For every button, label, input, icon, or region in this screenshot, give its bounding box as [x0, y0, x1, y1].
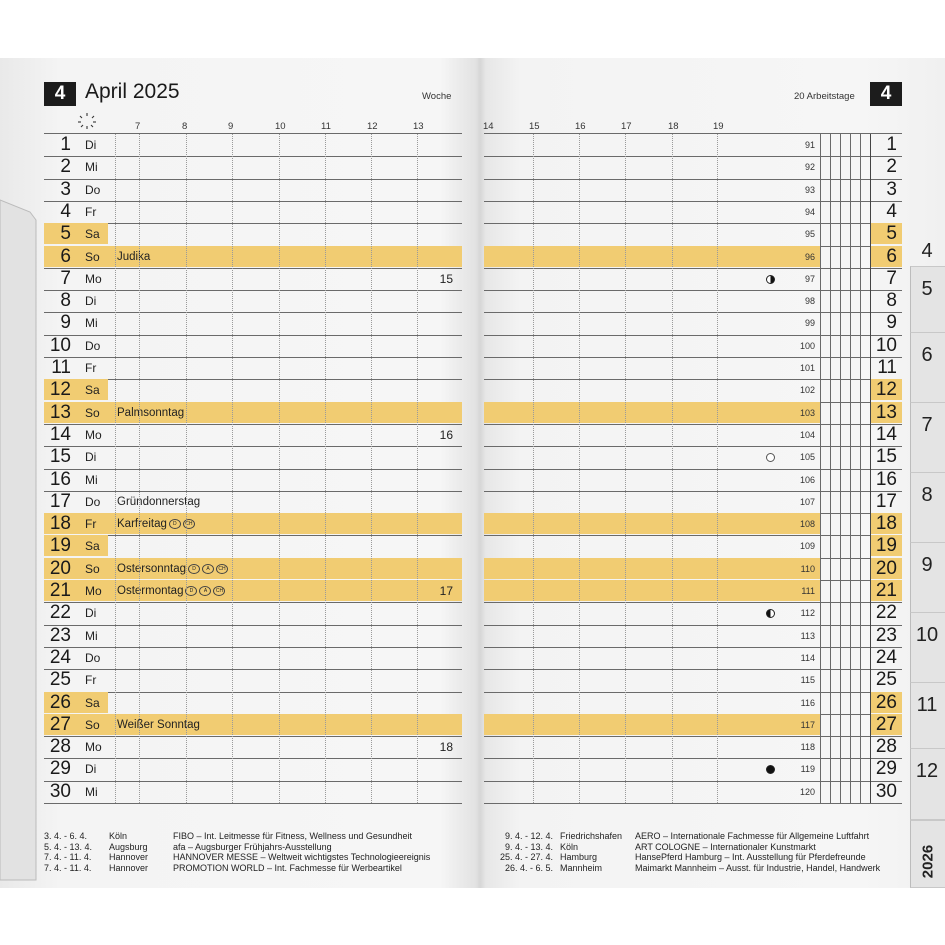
- day-of-year: 92: [804, 162, 815, 173]
- tick-column-line: [820, 134, 821, 803]
- tick-column-line: [840, 134, 841, 803]
- weekday-label: Fr: [85, 361, 97, 375]
- day-number-left: 21: [49, 580, 71, 601]
- hour-label: 17: [621, 121, 632, 132]
- weekday-label: Mo: [85, 584, 102, 598]
- tick-column-line: [870, 134, 871, 803]
- day-of-year: 101: [799, 363, 815, 373]
- day-of-year: 108: [799, 519, 815, 530]
- event-dates: 25. 4. - 27. 4.: [499, 852, 553, 862]
- day-number-left: 25: [49, 669, 71, 691]
- hour-gridline: [371, 134, 372, 803]
- month-tab-label: 4: [921, 240, 933, 262]
- day-row: [0, 357, 945, 379]
- calendar-week-number: 15: [439, 271, 453, 286]
- day-of-year: 119: [800, 764, 815, 775]
- day-row: [0, 312, 945, 334]
- day-number-left: 9: [60, 312, 71, 334]
- hour-gridline: [533, 134, 534, 803]
- day-of-year: 102: [799, 385, 815, 396]
- event-description: AERO – Internationale Fachmesse für Allgemeine Luftfahrt: [635, 831, 870, 841]
- day-row: [0, 424, 945, 446]
- weekday-label: Mi: [85, 628, 98, 643]
- day-number-right: 21: [875, 580, 897, 601]
- month-tab: [910, 748, 945, 820]
- day-row: [0, 491, 945, 513]
- hour-label: 15: [529, 121, 540, 132]
- day-number-right: 4: [886, 200, 897, 222]
- moon-phase-new-icon: [766, 765, 775, 774]
- weekday-label: Do: [85, 494, 101, 509]
- day-of-year: 98: [804, 296, 815, 307]
- region-mark: A: [199, 586, 211, 596]
- event-dates: 9. 4. - 12. 4.: [504, 831, 553, 841]
- day-of-year: 99: [804, 318, 815, 329]
- weekday-label: Fr: [85, 204, 97, 219]
- day-number-left: 20: [49, 557, 71, 579]
- day-row: [0, 335, 945, 357]
- region-mark: D: [188, 564, 200, 574]
- day-row: [0, 625, 945, 647]
- day-of-year: 117: [800, 719, 815, 730]
- day-row: [0, 134, 945, 156]
- day-number-right: 1: [886, 134, 897, 155]
- day-of-year: 110: [800, 563, 815, 574]
- day-number-left: 22: [49, 602, 71, 624]
- weekday-label: Di: [85, 762, 97, 777]
- event-description: HANNOVER MESSE – Weltweit wichtigstes Technologieereignis: [173, 852, 431, 862]
- month-number-box-right: 4: [870, 82, 902, 106]
- day-of-year: 107: [799, 496, 815, 507]
- day-number-right: 22: [875, 602, 897, 624]
- day-number-right: 9: [886, 312, 897, 334]
- day-number-left: 3: [60, 178, 71, 200]
- day-number-right: 15: [875, 446, 897, 468]
- day-of-year: 93: [804, 184, 815, 195]
- day-number-right: 12: [875, 379, 897, 401]
- hour-gridline: [717, 134, 718, 803]
- hour-label: 18: [668, 121, 679, 132]
- day-number-left: 17: [49, 490, 71, 512]
- highlight-band-left: [44, 558, 462, 579]
- hour-gridline: [115, 134, 116, 803]
- tick-column-line: [860, 134, 861, 803]
- highlight-band-left: [44, 402, 462, 423]
- month-tab: [910, 472, 945, 544]
- event-dates: 26. 4. - 6. 5.: [504, 862, 553, 873]
- day-row: [0, 201, 945, 223]
- month-tab-label: 8: [921, 484, 933, 506]
- month-tab: [910, 402, 945, 474]
- day-of-year: 115: [800, 675, 815, 686]
- day-number-left: 18: [49, 513, 71, 535]
- month-tab-label: 10: [915, 624, 939, 646]
- holiday-label: Weißer Sonntag: [117, 718, 200, 731]
- weekday-label: Fr: [85, 673, 97, 688]
- day-of-year: 100: [799, 340, 815, 351]
- weekday-label: So: [85, 249, 100, 264]
- day-number-left: 28: [49, 736, 71, 758]
- weekday-label: Do: [85, 182, 101, 197]
- hour-gridline: [325, 134, 326, 803]
- region-mark: CH: [183, 519, 195, 529]
- day-number-left: 16: [49, 468, 71, 490]
- hour-gridline: [279, 134, 280, 803]
- day-of-year: 91: [804, 140, 815, 150]
- highlight-band-left: [44, 580, 462, 601]
- day-of-year: 104: [799, 429, 815, 440]
- region-mark: A: [202, 564, 214, 574]
- highlight-band-right: [484, 558, 820, 579]
- day-of-year: 116: [800, 697, 815, 708]
- event-city: Hannover: [109, 862, 149, 873]
- event-description: afa – Augsburger Frühjahrs-Ausstellung: [173, 841, 332, 852]
- highlight-band-right: [484, 580, 820, 601]
- day-of-year: 112: [800, 608, 815, 619]
- day-number-right: 18: [875, 513, 897, 535]
- calendar-week-number: 17: [439, 584, 453, 598]
- hour-label: 13: [413, 121, 424, 132]
- calendar-week-number: 16: [439, 427, 453, 442]
- event-city: Köln: [109, 831, 128, 841]
- day-number-left: 27: [49, 713, 71, 735]
- day-number-left: 8: [60, 290, 71, 312]
- hour-gridline: [579, 134, 580, 803]
- day-row: [0, 246, 945, 268]
- day-of-year: 111: [801, 586, 815, 596]
- day-number-left: 19: [49, 535, 71, 557]
- event-dates: 7. 4. - 11. 4.: [44, 852, 92, 862]
- day-row: [0, 736, 945, 758]
- month-title: April 2025: [85, 80, 180, 103]
- day-row: [0, 558, 945, 580]
- holiday-label: Karfreitag D CH: [117, 513, 195, 535]
- event-description: FIBO – Int. Leitmesse für Fitness, Wellness und Gesundheit: [173, 831, 412, 841]
- hour-gridline: [625, 134, 626, 803]
- weekday-label: So: [85, 405, 100, 420]
- month-tab-label: 9: [921, 554, 933, 576]
- day-row: [0, 692, 945, 714]
- day-of-year: 97: [804, 273, 815, 284]
- weekday-label: Sa: [85, 227, 100, 242]
- hour-label: 19: [713, 121, 724, 132]
- weekday-label: Di: [85, 606, 97, 621]
- event-dates: 9. 4. - 13. 4.: [504, 841, 553, 852]
- highlight-band-left: [44, 246, 462, 267]
- day-number-left: 14: [49, 423, 71, 445]
- day-number-right: 7: [886, 267, 897, 289]
- event-description: Maimarkt Mannheim – Ausst. für Industrie, Handel, Handwerk: [635, 862, 881, 873]
- hour-gridline: [139, 134, 140, 803]
- hour-label: 14: [483, 121, 494, 132]
- moon-phase-full-icon: [766, 453, 775, 462]
- day-number-right: 27: [875, 713, 897, 735]
- region-mark: D: [169, 519, 181, 529]
- day-number-left: 7: [60, 267, 71, 289]
- day-number-right: 16: [875, 468, 897, 490]
- moon-phase-last-quarter-icon: [766, 609, 775, 618]
- month-tab-label: 11: [916, 694, 938, 716]
- day-row: [0, 268, 945, 290]
- day-row: [0, 602, 945, 624]
- day-row: [0, 714, 945, 736]
- region-mark: CH: [216, 564, 228, 574]
- day-of-year: 94: [804, 206, 815, 217]
- weekday-label: Do: [85, 650, 101, 665]
- hour-label: 11: [321, 121, 331, 132]
- page-edge-tab: [0, 190, 40, 890]
- day-number-left: 10: [49, 334, 71, 356]
- day-row: [0, 781, 945, 803]
- month-tab: [910, 682, 945, 754]
- month-tab: [910, 266, 945, 338]
- day-number-right: 10: [875, 334, 897, 356]
- holiday-label: Gründonnerstag: [117, 495, 201, 508]
- hour-gridline: [672, 134, 673, 803]
- day-row: [0, 223, 945, 245]
- hour-label: 7: [135, 121, 141, 132]
- row-divider: [484, 803, 902, 804]
- month-tab-label: 7: [921, 414, 933, 436]
- day-number-right: 25: [875, 669, 897, 691]
- day-row: [0, 290, 945, 312]
- day-of-year: 105: [799, 452, 815, 463]
- day-number-right: 29: [875, 758, 897, 780]
- day-number-right: 8: [886, 290, 897, 312]
- week-column-label: Woche: [422, 91, 452, 102]
- weekday-label: Di: [85, 450, 97, 465]
- day-of-year: 106: [799, 474, 815, 485]
- day-number-left: 5: [60, 223, 71, 245]
- hour-label: 16: [575, 121, 586, 132]
- day-number-left: 12: [49, 379, 71, 401]
- day-number-right: 17: [875, 490, 897, 512]
- day-number-right: 3: [886, 178, 897, 200]
- weekday-label: Do: [85, 338, 101, 353]
- weekday-label: Mi: [85, 784, 98, 799]
- event-description: HansePferd Hamburg – Int. Ausstellung für Pferdefreunde: [635, 852, 866, 862]
- sunrise-icon: [76, 111, 98, 131]
- day-row: [0, 647, 945, 669]
- region-mark: CH: [213, 586, 225, 596]
- weekday-label: Mo: [85, 427, 102, 442]
- day-row: [0, 156, 945, 178]
- weekday-label: Di: [85, 294, 97, 309]
- event-city: Augsburg: [109, 841, 148, 852]
- weekday-label: So: [85, 717, 100, 732]
- day-of-year: 114: [800, 652, 815, 663]
- day-number-left: 13: [49, 401, 71, 423]
- tick-column-line: [850, 134, 851, 803]
- workdays-label: 20 Arbeitstage: [794, 91, 855, 102]
- day-row: [0, 513, 945, 535]
- day-row: [0, 179, 945, 201]
- highlight-band-left: [44, 714, 462, 735]
- hour-label: 8: [182, 121, 188, 132]
- day-row: [0, 469, 945, 491]
- hour-label: 12: [367, 121, 378, 132]
- day-number-right: 11: [877, 357, 897, 378]
- event-description: PROMOTION WORLD – Int. Fachmesse für Werbeartikel: [173, 862, 402, 873]
- month-tab-label: 12: [915, 760, 939, 782]
- day-of-year: 103: [799, 407, 815, 418]
- weekday-label: Mi: [85, 316, 98, 331]
- weekday-label: Sa: [85, 383, 100, 398]
- day-of-year: 109: [799, 541, 815, 552]
- day-number-right: 20: [875, 557, 897, 579]
- region-mark: D: [185, 586, 197, 596]
- day-number-right: 19: [875, 535, 897, 557]
- weekday-label: So: [85, 561, 100, 576]
- highlight-band-right: [484, 714, 820, 735]
- hour-gridline: [417, 134, 418, 803]
- day-number-right: 14: [875, 423, 897, 445]
- event-city: Friedrichshafen: [560, 831, 623, 841]
- day-number-right: 6: [886, 245, 897, 267]
- holiday-label: Ostersonntag D A CH: [117, 558, 228, 580]
- event-dates: 7. 4. - 11. 4.: [44, 862, 92, 873]
- event-city: Hamburg: [560, 852, 598, 862]
- month-tab-label: 5: [921, 278, 933, 300]
- row-divider: [44, 803, 462, 804]
- event-dates: 5. 4. - 13. 4.: [44, 841, 93, 852]
- hour-label: 10: [275, 121, 286, 132]
- highlight-band-right: [484, 513, 820, 534]
- weekday-label: Sa: [85, 695, 100, 710]
- month-tab: [910, 332, 945, 404]
- holiday-label: Judika: [117, 250, 151, 263]
- day-of-year: 120: [799, 786, 815, 797]
- weekday-label: Di: [85, 138, 97, 152]
- day-number-left: 11: [51, 357, 71, 378]
- day-number-left: 15: [49, 446, 71, 468]
- day-number-right: 24: [875, 646, 897, 668]
- day-number-left: 6: [60, 245, 71, 267]
- hour-gridline: [232, 134, 233, 803]
- event-dates: 3. 4. - 6. 4.: [44, 831, 88, 841]
- event-city: Hannover: [109, 852, 149, 862]
- day-number-left: 26: [49, 691, 71, 713]
- holiday-label: Palmsonntag: [117, 406, 185, 419]
- hour-label: 9: [228, 121, 234, 132]
- month-tab: [910, 612, 945, 684]
- day-number-right: 23: [875, 624, 897, 646]
- month-tab-label: 6: [921, 344, 933, 366]
- highlight-band-left: [44, 513, 462, 534]
- day-number-left: 29: [49, 758, 71, 780]
- day-row: [0, 379, 945, 401]
- day-row: [0, 402, 945, 424]
- day-of-year: 95: [804, 229, 815, 240]
- hour-gridline: [186, 134, 187, 803]
- month-tab: [910, 542, 945, 614]
- weekday-label: Mo: [85, 271, 102, 286]
- day-number-left: 24: [49, 646, 71, 668]
- day-number-right: 28: [875, 736, 897, 758]
- weekday-label: Fr: [85, 517, 97, 532]
- moon-phase-first-quarter-icon: [766, 275, 775, 284]
- day-of-year: 113: [800, 630, 815, 641]
- weekday-label: Mi: [85, 160, 98, 175]
- day-number-left: 1: [60, 134, 71, 155]
- day-number-right: 2: [886, 156, 897, 178]
- day-number-left: 30: [49, 780, 71, 802]
- day-row: [0, 535, 945, 557]
- year-tab-label: 2026: [919, 844, 937, 879]
- day-number-left: 2: [60, 156, 71, 178]
- calendar-week-number: 18: [439, 740, 453, 755]
- day-row: [0, 669, 945, 691]
- event-city: Mannheim: [560, 862, 603, 873]
- weekday-label: Sa: [85, 539, 100, 554]
- highlight-band-right: [484, 402, 820, 423]
- day-number-right: 13: [875, 401, 897, 423]
- day-row: [0, 446, 945, 468]
- day-number-left: 23: [49, 624, 71, 646]
- day-of-year: 96: [804, 251, 815, 262]
- event-description: ART COLOGNE – Internationaler Kunstmarkt: [635, 841, 816, 852]
- day-number-right: 5: [886, 223, 897, 245]
- event-city: Köln: [560, 841, 579, 852]
- weekday-label: Mi: [85, 472, 98, 487]
- day-row: [0, 580, 945, 602]
- weekday-label: Mo: [85, 740, 102, 755]
- tick-column-line: [830, 134, 831, 803]
- month-number-box-left: 4: [44, 82, 76, 106]
- day-number-right: 30: [875, 780, 897, 802]
- day-of-year: 118: [800, 742, 815, 753]
- day-number-right: 26: [875, 691, 897, 713]
- holiday-label: Ostermontag D A CH: [117, 580, 225, 602]
- highlight-band-right: [484, 246, 820, 267]
- day-number-left: 4: [60, 200, 71, 222]
- day-row: [0, 758, 945, 780]
